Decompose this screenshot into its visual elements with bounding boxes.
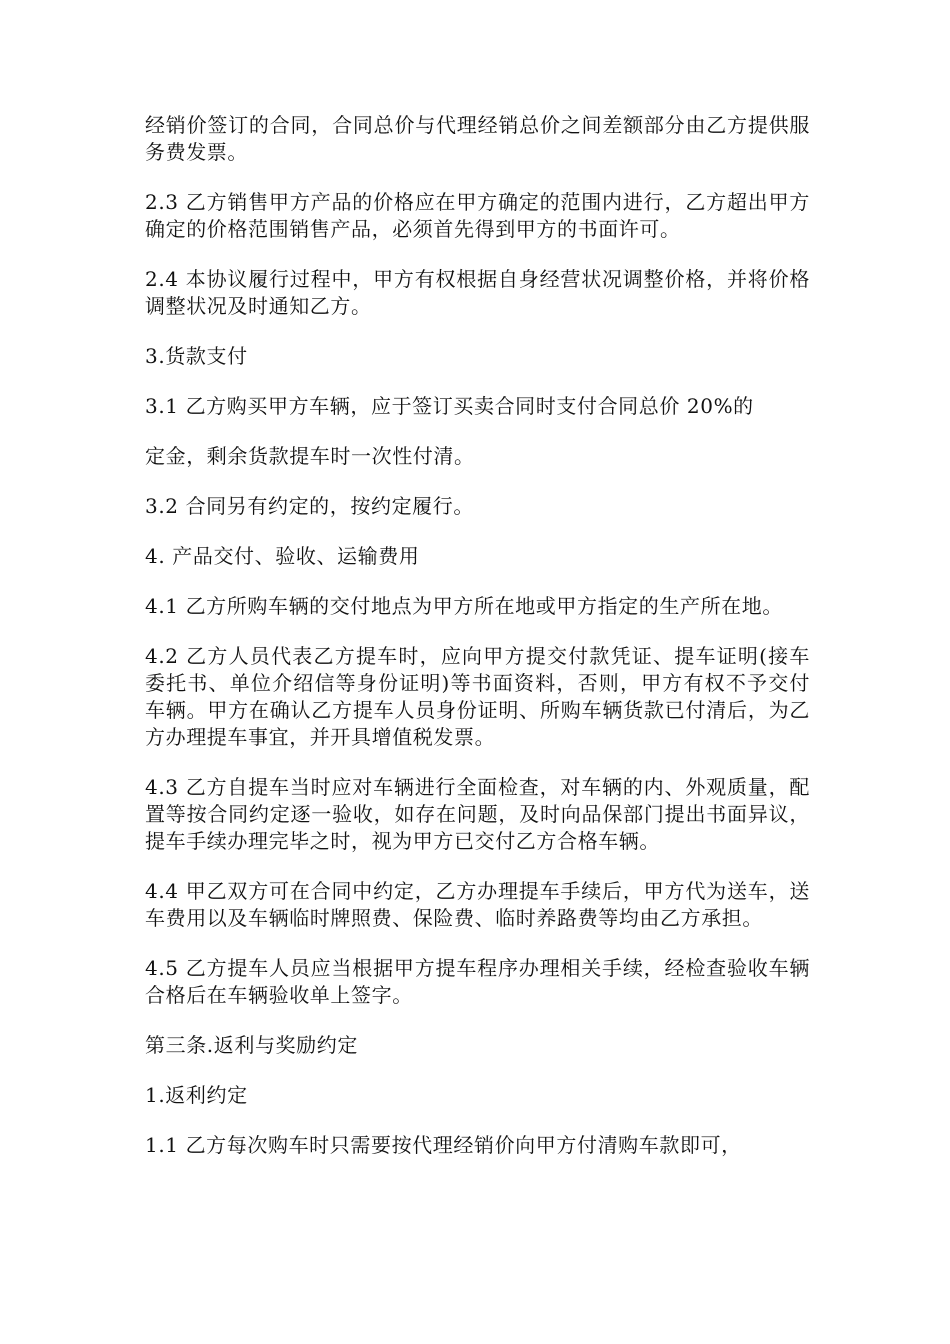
paragraph-4-1-delivery-location: 4.1 乙方所购车辆的交付地点为甲方所在地或甲方指定的生产所在地。	[145, 594, 783, 618]
paragraph-4-2-pickup-documents: 4.2 乙方人员代表乙方提车时，应向甲方提交付款凭证、提车证明(接车委托书、单位介绍信等身份证明)等书面资料，否则，甲方有权不予交付车辆。甲方在确认乙方提车人员身份证明、所购车辆货款已付清后，为乙方办理提车事宜，并开具增值税发票。	[145, 644, 810, 749]
heading-article-3-rebates: 第三条.返利与奖励约定	[145, 1033, 358, 1057]
paragraph-4-4-delivery-costs: 4.4 甲乙双方可在合同中约定，乙方办理提车手续后，甲方代为送车，送车费用以及车辆临时牌照费、保险费、临时养路费等均由乙方承担。	[145, 879, 810, 930]
paragraph-4-3-inspection: 4.3 乙方自提车当时应对车辆进行全面检查，对车辆的内、外观质量，配置等按合同约定逐一验收，如存在问题，及时向品保部门提出书面异议，提车手续办理完毕之时，视为甲方已交付乙方合格车辆。	[145, 775, 810, 853]
paragraph-2-4-price-adjustment: 2.4 本协议履行过程中，甲方有权根据自身经营状况调整价格，并将价格调整状况及时通知乙方。	[145, 267, 810, 318]
paragraph-service-invoice: 经销价签订的合同，合同总价与代理经销总价之间差额部分由乙方提供服务费发票。	[145, 113, 810, 164]
document-page	[145, 112, 810, 1182]
paragraph-2-3-price-range: 2.3 乙方销售甲方产品的价格应在甲方确定的范围内进行，乙方超出甲方确定的价格范围销售产品，必须首先得到甲方的书面许可。	[145, 190, 810, 241]
paragraph-3-2-other-agreement: 3.2 合同另有约定的，按约定履行。	[145, 494, 474, 518]
paragraph-3-1-balance: 定金，剩余货款提车时一次性付清。	[145, 444, 475, 468]
heading-3-payment: 3.货款支付	[145, 344, 248, 368]
paragraph-3-1-deposit: 3.1 乙方购买甲方车辆，应于签订买卖合同时支付合同总价 20%的	[145, 394, 754, 418]
heading-1-rebate-agreement: 1.返利约定	[145, 1083, 248, 1107]
paragraph-1-1-payment-at-purchase: 1.1 乙方每次购车时只需要按代理经销价向甲方付清购车款即可，	[145, 1133, 742, 1157]
paragraph-4-5-acceptance-signature: 4.5 乙方提车人员应当根据甲方提车程序办理相关手续，经检查验收车辆合格后在车辆验收单上签字。	[145, 956, 810, 1007]
heading-4-delivery: 4. 产品交付、验收、运输费用	[145, 544, 420, 568]
